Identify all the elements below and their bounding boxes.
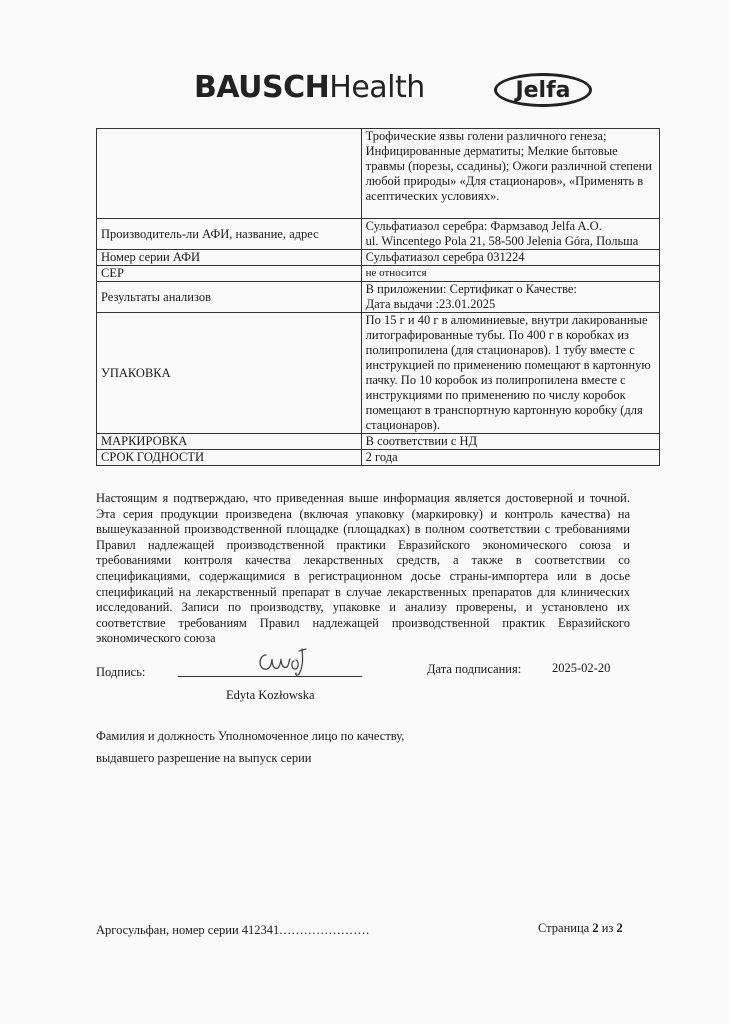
health-brand: Health bbox=[329, 70, 425, 105]
shelf-life-value: 2 года bbox=[361, 450, 659, 466]
analysis-value-line2: Дата выдачи :23.01.2025 bbox=[365, 297, 496, 311]
bausch-brand: BAUSCH bbox=[194, 70, 330, 105]
indications-key-cell bbox=[97, 129, 362, 219]
indications-row bbox=[97, 129, 660, 219]
batch-info-table bbox=[96, 128, 660, 466]
shelf-life-label: СРОК ГОДНОСТИ bbox=[97, 450, 362, 466]
packaging-value: По 15 г и 40 г в алюминиевые, внутри лакированные литографированные тубы. По 400 г в коробках из полипропилена (для стационаров). 1 тубу вместе с инструкцией по применению помещают в картонную пачку. По 10 коробок из полипропилена вместе с инструкциями по применению по числу коробок помещают в транспортную картонную коробку (для стационаров). bbox=[361, 313, 659, 434]
page-current: 2 bbox=[592, 921, 599, 935]
api-batch-row bbox=[97, 250, 660, 266]
analysis-row bbox=[97, 282, 660, 313]
api-batch-label: Номер серии АФИ bbox=[97, 250, 362, 266]
marking-row bbox=[97, 434, 660, 450]
signer-name: Edyta Kozłowska bbox=[226, 688, 315, 702]
marking-label: МАРКИРОВКА bbox=[97, 434, 362, 450]
cep-label: СЕР bbox=[97, 266, 362, 282]
declaration-paragraph: Настоящим я подтверждаю, что приведенная выше информация является достоверной и точной. Эта серия продукции произведена (включая упаковку (маркировку) и контроль качества) на вышеуказанной производственной площадке (площадках) в полном соответствии с требованиями Правил надлежащей производственной практики Евразийского экономического союза и требованиями контроля качества лекарственных средств, а также в соответствии со спецификациями, содержащимися в регистрационном досье страны-импортера или в досье спецификаций на лекарственный препарат в случае лекарственных препаратов для клинических исследований. Записи по производству, упаковке и анализу проверены, и установлено их соответствие требованиям Правил надлежащей производственной практик Евразийского экономического союза bbox=[96, 491, 630, 646]
manufacturer-label: Производитель-ли АФИ, название, адрес bbox=[97, 219, 362, 250]
page-of: из bbox=[601, 921, 614, 935]
footer-product-label: Аргосульфан, номер серии 412341 bbox=[96, 923, 280, 937]
position-line-2: выдавшего разрешение на выпуск серии bbox=[96, 751, 312, 765]
analysis-value bbox=[361, 282, 659, 313]
footer-dots: ...................... bbox=[279, 923, 371, 937]
position-line-1: Фамилия и должность Уполномоченное лицо по качеству, bbox=[96, 729, 405, 743]
indications-value: Трофические язвы голени различного генеза; Инфицированные дерматиты; Мелкие бытовые травмы (порезы, ссадины); Ожоги различной степени любой природы» «Для стационаров», «Применять в асептических условиях». bbox=[361, 129, 659, 219]
manufacturer-value-line2: ul. Wincentego Pola 21, 58-500 Jelenia Góra, Польша bbox=[365, 234, 639, 248]
marking-value: В соответствии с НД bbox=[361, 434, 659, 450]
page-number bbox=[538, 921, 623, 936]
packaging-label: УПАКОВКА bbox=[97, 313, 362, 434]
bausch-health-logo bbox=[194, 70, 425, 105]
signing-date-label: Дата подписания: bbox=[427, 662, 522, 676]
manufacturer-row bbox=[97, 219, 660, 250]
signature-label: Подпись: bbox=[96, 665, 146, 679]
packaging-row bbox=[97, 313, 660, 434]
handwritten-signature bbox=[252, 645, 322, 677]
shelf-life-row bbox=[97, 450, 660, 466]
analysis-value-line1: В приложении: Сертификат о Качестве: bbox=[365, 282, 577, 296]
api-batch-value: Сульфатиазол серебра 031224 bbox=[361, 250, 659, 266]
manufacturer-value bbox=[361, 219, 659, 250]
analysis-label: Результаты анализов bbox=[97, 282, 362, 313]
page-word: Страница bbox=[538, 921, 590, 935]
manufacturer-value-line1: Сульфатиазол серебра: Фармзавод Jelfa A.O. bbox=[365, 219, 602, 233]
cep-row bbox=[97, 266, 660, 282]
cep-value: не относится bbox=[361, 266, 659, 282]
jelfa-logo bbox=[494, 73, 592, 107]
page-total: 2 bbox=[616, 921, 623, 935]
jelfa-logo-text: Jelfa bbox=[515, 77, 571, 103]
footer-product-batch bbox=[96, 923, 370, 938]
signing-date-value: 2025-02-20 bbox=[552, 661, 611, 675]
